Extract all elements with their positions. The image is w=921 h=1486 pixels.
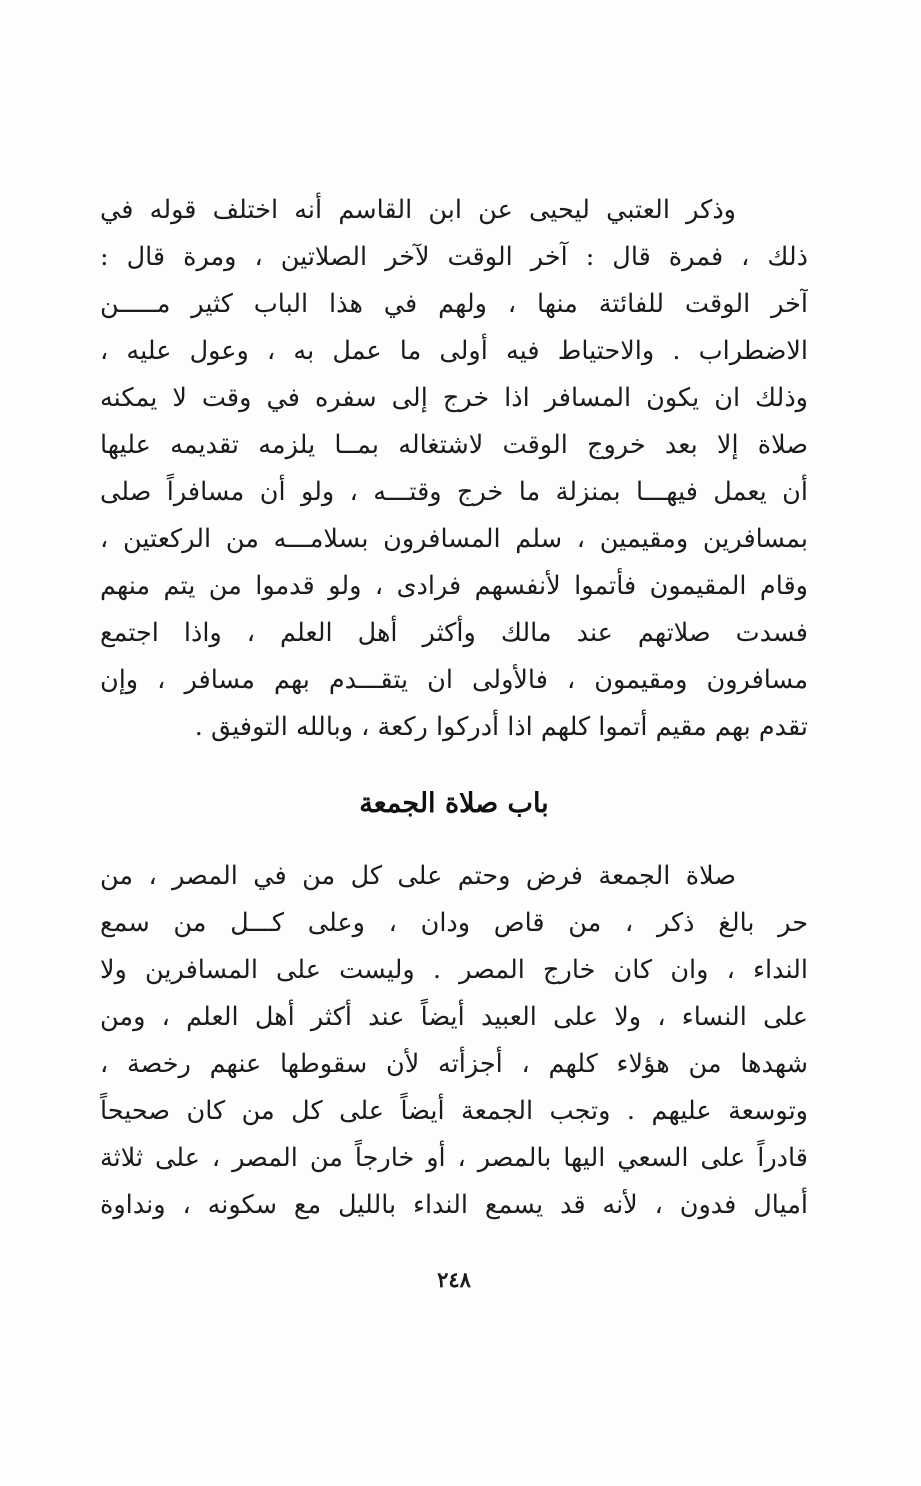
text-line: آخر الوقت للفائتة منها ، ولهم في هذا الباب كثير مـــــن [100,289,808,319]
text-line: شهدها من هؤلاء كلهم ، أجزأته لأن سقوطها عنهم رخصة ، [100,1049,808,1079]
section-heading: باب صلاة الجمعة [359,788,549,819]
text-line: وتوسعة عليهم . وتجب الجمعة أيضاً على كل من كان صحيحاً [100,1096,808,1126]
text-line: قادراً على السعي اليها بالمصر ، أو خارجاً من المصر ، على ثلاثة [100,1143,808,1173]
text-line: أن يعمل فيهـــا بمنزلة ما خرج وقتـــه ، ولو أن مسافراً صلى [100,477,808,507]
text-line: وذلك ان يكون المسافر اذا خرج إلى سفره في وقت لا يمكنه [100,383,808,413]
text-line: وقام المقيمون فأتموا لأنفسهم فرادى ، ولو قدموا من يتم منهم [100,571,808,601]
text-line: تقدم بهم مقيم أتموا كلهم اذا أدركوا ركعة ، وبالله التوفيق . [194,712,808,742]
text-line: حر بالغ ذكر ، من قاص ودان ، وعلى كـــل من سمع [100,908,808,938]
text-line: النداء ، وان كان خارج المصر . وليست على المسافرين ولا [100,955,808,985]
text-line: وذكر العتبي ليحيى عن ابن القاسم أنه اختلف قوله في [100,195,736,225]
text-line: ذلك ، فمرة قال : آخر الوقت لآخر الصلاتين ، ومرة قال : [100,242,808,272]
text-line: فسدت صلاتهم عند مالك وأكثر أهل العلم ، واذا اجتمع [100,618,808,648]
text-line: بمسافرين ومقيمين ، سلم المسافرون بسلامـــه من الركعتين ، [100,524,808,554]
text-line: صلاة إلا بعد خروج الوقت لاشتغاله بمــا يلزمه تقديمه عليها [100,430,808,460]
text-line: مسافرون ومقيمون ، فالأولى ان يتقـــدم بهم مسافر ، وإن [100,665,808,695]
text-line: الاضطراب . والاحتياط فيه أولى ما عمل به ، وعول عليه ، [100,336,808,366]
page-number: ٢٤٨ [437,1267,471,1292]
text-line: صلاة الجمعة فرض وحتم على كل من في المصر ، من [100,861,736,891]
text-line: على النساء ، ولا على العبيد أيضاً عند أكثر أهل العلم ، ومن [100,1002,808,1032]
text-line: أميال فدون ، لأنه قد يسمع النداء بالليل مع سكونه ، ونداوة [100,1190,808,1220]
paragraph-2 [100,853,808,1229]
paragraph-1 [100,187,808,751]
